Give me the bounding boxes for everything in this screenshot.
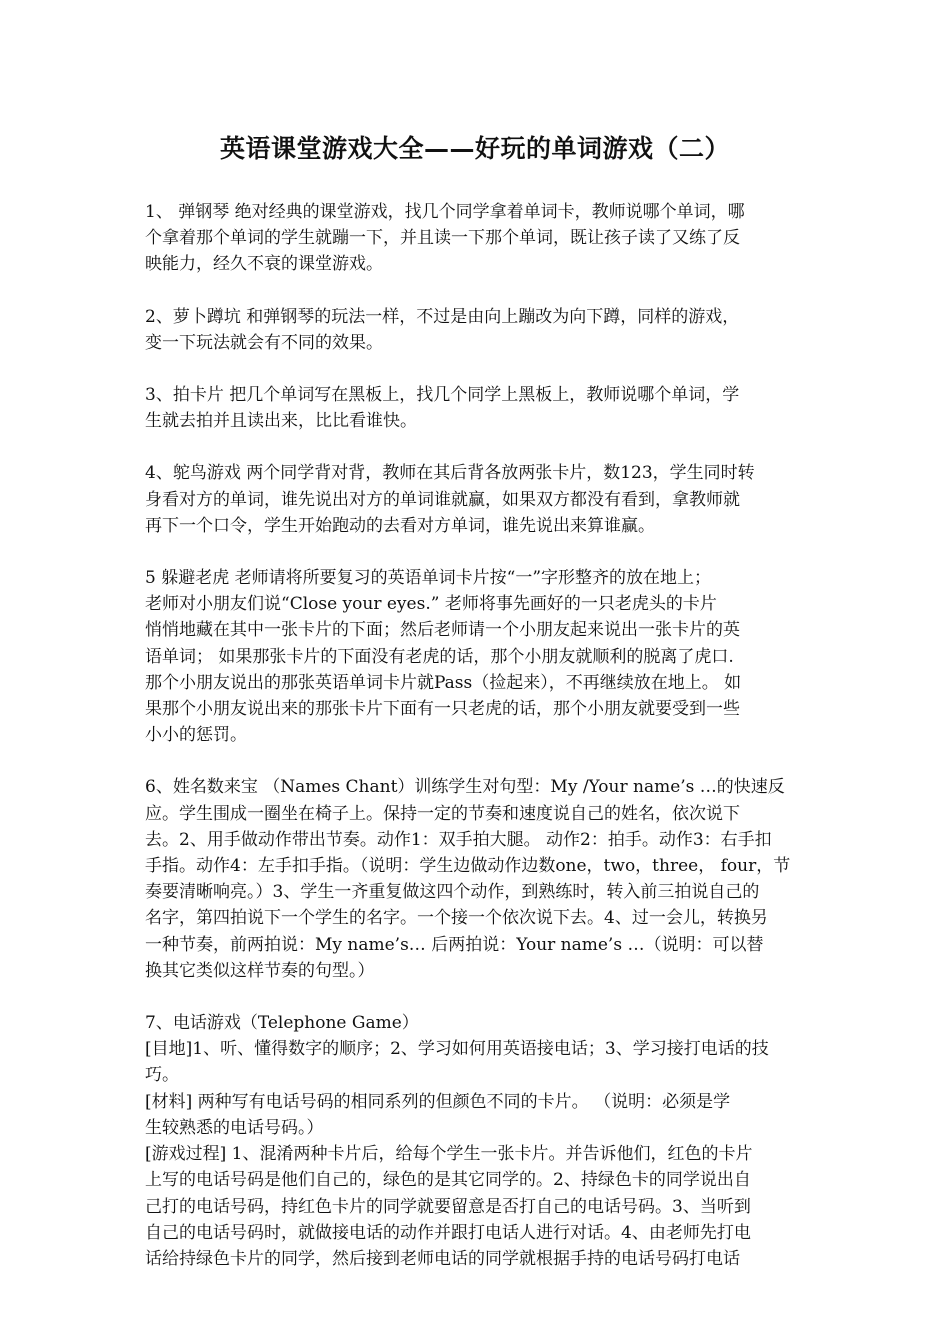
text-line: 巧。 xyxy=(145,1065,179,1086)
text-line: 生较熟悉的电话号码。） xyxy=(145,1117,324,1138)
paragraph-2 xyxy=(145,304,808,356)
text-line: [目地]1、听、懂得数字的顺序；2、学习如何用英语接电话；3、学习接打电话的技 xyxy=(145,1039,769,1060)
text-line: 5 躲避老虎 老师请将所要复习的英语单词卡片按“一”字形整齐的放在地上； xyxy=(145,568,712,589)
text-line: 话给持绿色卡片的同学，然后接到老师电话的同学就根据手持的电话号码打电话 xyxy=(145,1248,740,1269)
text-line: 那个小朋友说出的那张英语单词卡片就Pass（捡起来），不再继续放在地上。 如 xyxy=(145,672,742,693)
text-line: 2、萝卜蹲坑 和弹钢琴的玩法一样，不过是由向上蹦改为向下蹲，同样的游戏， xyxy=(145,306,740,327)
text-line: 老师对小朋友们说“Close your eyes.” 老师将事先画好的一只老虎头的卡片 xyxy=(145,594,717,615)
text-line: 小小的惩罚。 xyxy=(145,725,247,746)
text-line: 6、姓名数来宝 （Names Chant）训练学生对句型：My /Your name’s …的快速反 xyxy=(145,777,785,798)
document-title: 英语课堂游戏大全——好玩的单词游戏（二） xyxy=(219,134,730,163)
text-line: 身看对方的单词，谁先说出对方的单词谁就赢，如果双方都没有看到，拿教师就 xyxy=(145,489,740,510)
text-line: [游戏过程] 1、混淆两种卡片后，给每个学生一张卡片。并告诉他们，红色的卡片 xyxy=(145,1144,753,1165)
text-line: 名字，第四拍说下一个学生的名字。一个接一个依次说下去。4、过一会儿，转换另 xyxy=(145,908,768,929)
text-line: 果那个小朋友说出来的那张卡片下面有一只老虎的话，那个小朋友就要受到一些 xyxy=(145,699,740,720)
text-line: 去。2、用手做动作带出节奏。动作1：双手拍大腿。 动作2：拍手。动作3：右手扣 xyxy=(145,829,772,850)
paragraph-7-telephone-game xyxy=(145,1010,808,1272)
text-line: 换其它类似这样节奏的句型。） xyxy=(145,960,375,981)
text-line: 再下一个口令，学生开始跑动的去看对方单词，谁先说出来算谁赢。 xyxy=(145,515,655,536)
text-line: 1、 弹钢琴 绝对经典的课堂游戏，找几个同学拿着单词卡，教师说哪个单词，哪 xyxy=(145,202,745,222)
text-line: 个拿着那个单词的学生就蹦一下，并且读一下那个单词，既让孩子读了又练了反 xyxy=(145,228,740,249)
text-line: 语单词； 如果那张卡片的下面没有老虎的话，那个小朋友就顺利的脱离了虎口. xyxy=(145,646,734,667)
text-line: 手指。动作4：左手扣手指。（说明：学生边做动作边数one，two，three， four，节 xyxy=(145,856,791,877)
text-line: 悄悄地藏在其中一张卡片的下面；然后老师请一个小朋友起来说出一张卡片的英 xyxy=(145,620,740,641)
text-line: 上写的电话号码是他们自己的，绿色的是其它同学的。2、持绿色卡的同学说出自 xyxy=(145,1170,751,1191)
text-line: 映能力，经久不衰的课堂游戏。 xyxy=(145,254,383,275)
text-line: 奏要清晰响亮。）3、学生一齐重复做这四个动作，到熟练时，转入前三拍说自己的 xyxy=(145,882,760,903)
paragraph-3 xyxy=(145,382,808,434)
text-line: [材料] 两种写有电话号码的相同系列的但颜色不同的卡片。 （说明：必须是学 xyxy=(145,1091,731,1112)
document-body xyxy=(145,199,808,1298)
text-line: 一种节奏，前两拍说：My name’s… 后两拍说：Your name’s …（说明：可以替 xyxy=(145,934,764,955)
text-line: 生就去拍并且读出来，比比看谁快。 xyxy=(145,411,417,432)
text-line: 自己的电话号码时，就做接电话的动作并跟打电话人进行对话。4、由老师先打电 xyxy=(145,1222,751,1243)
section-heading: 7、电话游戏（Telephone Game） xyxy=(145,1013,419,1034)
text-line: 3、拍卡片 把几个单词写在黑板上，找几个同学上黑板上，教师说哪个单词，学 xyxy=(145,385,740,406)
paragraph-4 xyxy=(145,460,808,539)
text-line: 4、鸵鸟游戏 两个同学背对背，教师在其后背各放两张卡片，数123，学生同时转 xyxy=(145,463,755,484)
paragraph-1 xyxy=(145,199,808,278)
text-line: 己打的电话号码，持红色卡片的同学就要留意是否打自己的电话号码。3、当听到 xyxy=(145,1196,751,1217)
text-line: 应。学生围成一圈坐在椅子上。保持一定的节奏和速度说自己的姓名，依次说下 xyxy=(145,803,740,824)
paragraph-6 xyxy=(145,774,808,984)
paragraph-5 xyxy=(145,565,808,748)
text-line: 变一下玩法就会有不同的效果。 xyxy=(145,332,383,353)
